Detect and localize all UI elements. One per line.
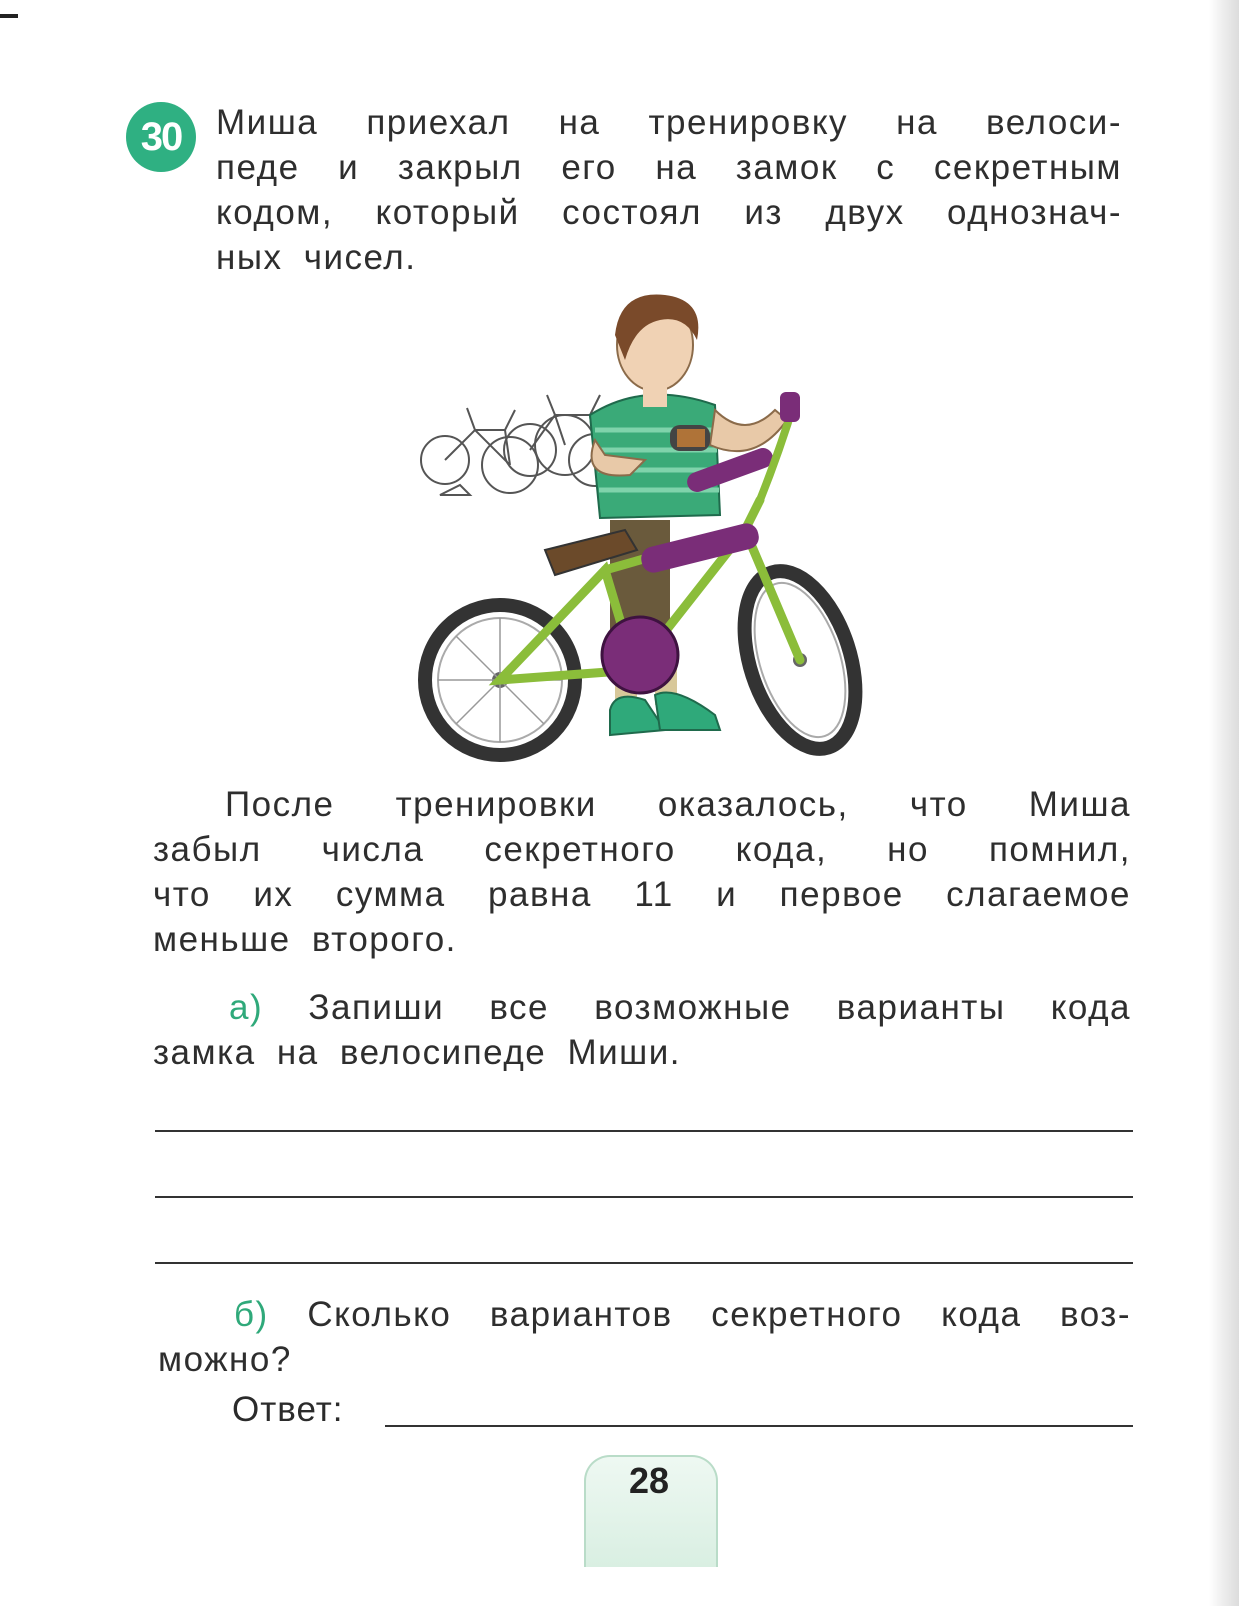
intro-line: Миша приехал на тренировку на велоси- — [216, 103, 1122, 142]
intro-line: ных чисел. — [216, 238, 417, 277]
part-a-text: Запиши все возможные варианты кода — [308, 988, 1131, 1027]
parked-bicycles-sketch — [421, 395, 621, 495]
condition-line: После тренировки оказалось, что Миша — [225, 785, 1131, 824]
part-b-text: Сколько вариантов секретного кода воз- — [307, 1295, 1131, 1334]
condition-line: что их сумма равна 11 и первое слагаемое — [153, 875, 1131, 914]
task-number-badge: 30 — [126, 102, 196, 172]
answer-write-line[interactable] — [155, 1262, 1133, 1264]
part-a-line: замка на велосипеде Миши. — [153, 1033, 682, 1072]
part-a-label: а) — [229, 988, 264, 1027]
part-a-line — [153, 985, 1131, 1030]
part-b-label: б) — [234, 1295, 269, 1334]
answer-field-line[interactable] — [385, 1425, 1133, 1427]
condition-line: меньше второго. — [153, 920, 457, 959]
condition-line: забыл числа секретного кода, но помнил, — [153, 830, 1131, 869]
part-a-question — [153, 985, 1131, 1075]
part-b-line: можно? — [158, 1340, 292, 1379]
intro-line: кодом, который состоял из двух однознач- — [216, 193, 1122, 232]
page-edge-shadow — [1209, 0, 1239, 1606]
answer-write-line[interactable] — [155, 1130, 1133, 1132]
page-number: 28 — [628, 1460, 670, 1501]
task-intro-text — [216, 100, 1122, 280]
scan-corner-mark — [0, 14, 18, 18]
answer-label: Ответ: — [232, 1390, 344, 1429]
part-b-line — [158, 1292, 1131, 1337]
boy-with-bicycle-illustration — [415, 290, 865, 770]
answer-write-line[interactable] — [155, 1196, 1133, 1198]
part-b-question — [158, 1292, 1131, 1382]
task-condition-text — [153, 782, 1131, 962]
intro-line: педе и закрыл его на замок с секретным — [216, 148, 1122, 187]
